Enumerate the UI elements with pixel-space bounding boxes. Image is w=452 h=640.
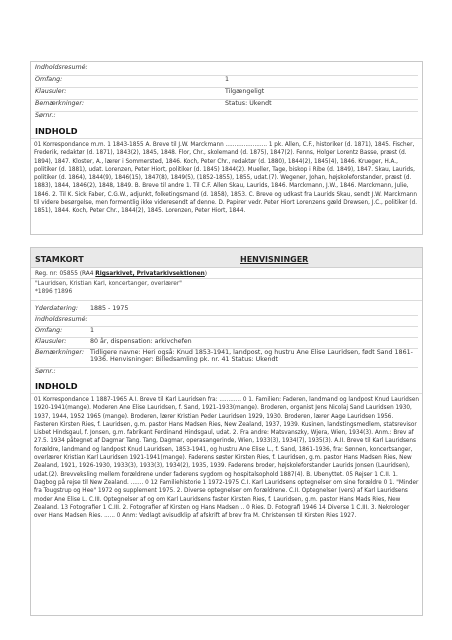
section-heading: INDHOLD (35, 126, 78, 136)
record-years: *1896 †1896 (35, 289, 73, 295)
field-row (35, 76, 418, 87)
archive-record-2 (30, 247, 423, 616)
field-label: Klausuler: (35, 338, 67, 345)
record-1-fields (31, 62, 422, 123)
tab-stamkort[interactable]: STAMKORT (35, 255, 84, 264)
tab-henvisninger[interactable]: HENVISNINGER (240, 255, 309, 264)
field-label: Bemærkninger: (35, 100, 85, 107)
field-value: 80 år, dispensation: arkivchefen (90, 338, 192, 345)
field-row (35, 100, 418, 111)
field-row (35, 112, 418, 123)
field-row (35, 368, 418, 378)
record-tabs (31, 248, 422, 268)
field-label: Bemærkninger: (35, 349, 85, 356)
field-row (35, 316, 418, 326)
field-label: Indholdsresumé: (35, 64, 88, 71)
field-row (35, 64, 418, 75)
field-label: Indholdsresumé: (35, 316, 88, 323)
reg-suffix: ) (204, 271, 208, 277)
field-label: Sørnr.: (35, 112, 56, 119)
field-row (35, 88, 418, 99)
field-value: 1 (90, 327, 95, 334)
archive-link[interactable]: Rigsarkivet, Privatarkivsektionen (95, 271, 205, 277)
field-value: Tidligere navne: Heri også: Knud 1853-1941, landpost, og hustru Ane Elise Lauridsen, født Sand 1861-1936. Henvisninger: Billedsamling pk. nr. 41 Status: Ukendt (90, 349, 413, 364)
field-row (35, 349, 418, 367)
field-label: Sørnr.: (35, 368, 56, 375)
record-2-fields (31, 301, 422, 378)
field-value: 1 (225, 76, 230, 83)
field-value: 1885 - 1975 (90, 305, 129, 312)
content-text: 01 Korrespondance m.m. 1 1843-1855 A. Breve til J.W. Marckmann ....................... 1 pk. Allen, C.F., historiker (d. 1871), 1845. Fischer, Frederik, redaktør (d. 1871), 1843(2), 1845, 1848. Flor, Chr., skolemand (d. 1875), 1847(2). Fenns, Holger Lorentz Basse, præst (d. 1894), 1847. Kloster, A., lærer i Sommersted, 1846. Koch, Peter Chr., redaktør (d. 1880), 1844(2), 1845(4), 1846. Krueger, H.A., politiker (d. 1881), udat. Lorenzen, Peter Hiort, politiker (d. 1845) 1844(2). Mueller, Tage, biskop i Ribe (d. 1849), 1847. Skau, Laurids, politiker (d. 1864), 1844(9), 1846(15), 1847(8), 1849(5), (1852-1855), 1855, udat.(7). Wegener, Johan, højskoleforstander, præst (d. 1883), 1844, 1846(2), 1848, 1849. B. Breve til andre 1. Til C.F. Allen Skau, Laurids, 1846. Marckmann, J.W., 1846. Marckmann, Julie, 1846. 2. Til K. Sick Faber, C.G.W., adjunkt, folketingsmand (d. 1858), 1853. C. Breve og udkast fra Laurids Skau, sendt J.W. Marckmann til videre besørgelse, men formentlig ikke videresendt af denne. D. Papirer vedr. Peter Hiort Lorenzens gæld Drewsen, J.C., politiker (d. 1851), 1844. Koch, Peter Chr., 1844(2), 1845. Lorenzen, Peter Hiort, 1844. (34, 142, 418, 215)
registration-line (31, 268, 422, 278)
field-label: Yderdatering: (35, 305, 78, 312)
archive-record-1 (30, 61, 423, 235)
field-value: Tilgængeligt (225, 88, 265, 95)
section-heading: INDHOLD (35, 381, 78, 391)
reg-prefix: Reg. nr: 05855 (RA4 (35, 271, 96, 277)
field-row (35, 305, 418, 315)
field-row (35, 327, 418, 337)
record-title: "Lauridsen, Kristian Karl, koncertanger, overlærer" (35, 281, 182, 287)
field-label: Omfang: (35, 327, 63, 334)
field-label: Omfang: (35, 76, 63, 83)
field-label: Klausuler: (35, 88, 67, 95)
field-row (35, 338, 418, 348)
content-text: 01 Korrespondance 1 1887-1965 A.I. Breve til Karl Lauridsen fra: ............ 0 1. Familien: Faderen, landmand og landpost Knud Lauridsen 1920-1941(mange). Moderen Ane Elise Lauridsen, f. Sand, 1921-1933(mange). Broderen, organist Jens Nicolaj Sand Lauridsen 1930, 1937, 1944, 1952 1965 (mange). Broderen, lærer Kristian Peder Lauridsen 1929, 1930. Broderen, lærer Aage Lauridsen 1956. Fasteren Kirsten Ries, f. Lauridsen, g.m. pastor Hans Madsen Ries, New Zealand, 1937, 1939. Kusinen, landstingsmedlem, statsrevisor Lisbet Hindsgaul, f. Jonsen, g.m. fabrikant Ferdinand Hindsgaul, udat. 2. Fra andre: Matsvanszky, Wjera, Wien, 1934(3). Anm.: Brev af 27.5. 1934 påtegnet af Dagmar Tang. Tang, Dagmar, operasangerinde, Wien, 1933(3), 1934(7), 1935(3). A.II. Breve til Karl Lauridsens forældre, landmand og landpost Knud Lauridsen, 1853-1941, og hustru Ane Elise L., f. Sand, 1861-1936, fra: Sønnen, koncertsanger, overlærer Kristian Karl Lauridsen 1921-1941(mange). Faderens søster Kirsten Ries, f. Lauridsen, g.m. pastor Hans Madsen Ries, New Zealand, 1921, 1926-1930, 1933(3), 1933(3), 1934(2), 1935, 1939. Faderens broder, højskoleforstander Laurids Jonsen (Lauridsen), udat.(2). Brevveksling mellem forældrene under faderens sygdom og hospitalsophold 1887(4). B. Ubenyttet. 05 Rejser 1 C.II. 1. Dagbog på rejse til New Zealand. ....... 0 12 Familiehistorie 1 1972-1975 C.I. Karl Lauridsens optegnelser om sine forældre 0 1. "Minder fra Tougstrup og Hee" 1972 og supplement 1975. 2. Diverse optegnelser om forældrene. C.II. Optegnelser (vers) af Karl Lauridsens moder Ane Elise L. C.III. Optegnelser af og om Karl Lauridsens faster Kirsten Ries, f. Lauridsen, g.m. pastor Hans Mads Ries, New Zealand. 13 Fotografier 1 C.III. 2. Fotografier af Kirsten og Hans Madsen .. 0 Ries. D. Fotografi 1946 14 Diverse 1 C.III. 3. Nekrologer over Hans Madsen Ries. ...... 0 Anm: Vedlagt avisudklip af afskrift af brev fra M. Christensen til Kirsten Ries 1927. (34, 397, 419, 520)
field-value: Status: Ukendt (225, 100, 272, 107)
